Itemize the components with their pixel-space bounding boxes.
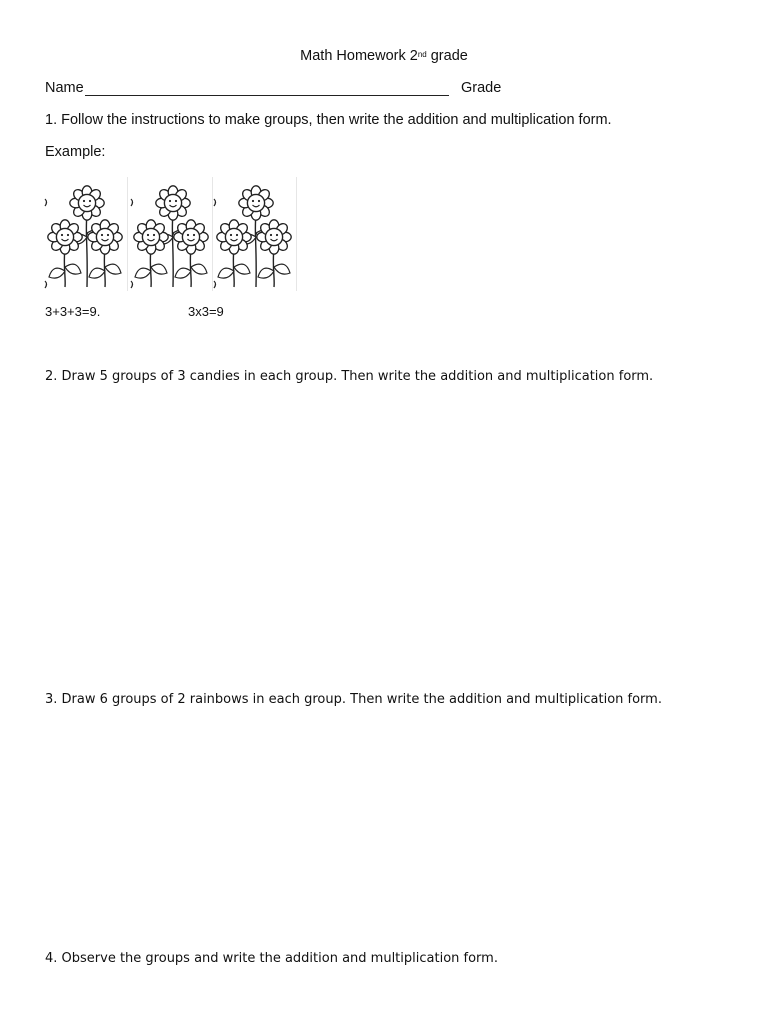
title-main: Math Homework 2: [300, 48, 418, 64]
title-superscript: nd: [417, 50, 427, 59]
sprig-mark: [45, 281, 47, 288]
flower-icon: [88, 220, 122, 287]
example-addition-form: 3+3+3=9.: [45, 304, 101, 319]
sprig-mark: [45, 199, 47, 206]
group-divider: [296, 177, 297, 291]
flower-icon: [257, 220, 291, 287]
flower-icon: [217, 220, 251, 287]
grade-label: Grade: [461, 80, 502, 96]
flower-group-3: [212, 175, 296, 293]
flower-group-drawing: [212, 175, 296, 293]
flower-group-1: [43, 175, 127, 293]
question-4: 4. Observe the groups and write the addition and multiplication form.: [45, 951, 498, 966]
flower-group-2: [129, 175, 213, 293]
flower-group-drawing: [43, 175, 127, 293]
flower-group-drawing: [129, 175, 213, 293]
question-3: 3. Draw 6 groups of 2 rainbows in each group. Then write the addition and multiplication form.: [45, 692, 662, 707]
sprig-mark: [131, 199, 133, 206]
page-title: [0, 47, 768, 65]
flower-icon: [48, 220, 82, 287]
name-label: Name: [45, 80, 84, 96]
sprig-mark: [214, 199, 216, 206]
question-1: 1. Follow the instructions to make groups, then write the addition and multiplication form.: [45, 112, 612, 128]
flower-icon: [134, 220, 168, 287]
example-label: Example:: [45, 144, 106, 160]
example-multiplication-form: 3x3=9: [188, 304, 224, 319]
sprig-mark: [214, 281, 216, 288]
flower-icon: [174, 220, 208, 287]
title-end: grade: [426, 48, 468, 64]
name-blank-line: [85, 95, 449, 96]
flower-groups-illustration: [43, 175, 299, 293]
group-divider: [127, 177, 128, 291]
question-2: 2. Draw 5 groups of 3 candies in each group. Then write the addition and multiplication form.: [45, 369, 654, 384]
sprig-mark: [131, 281, 133, 288]
